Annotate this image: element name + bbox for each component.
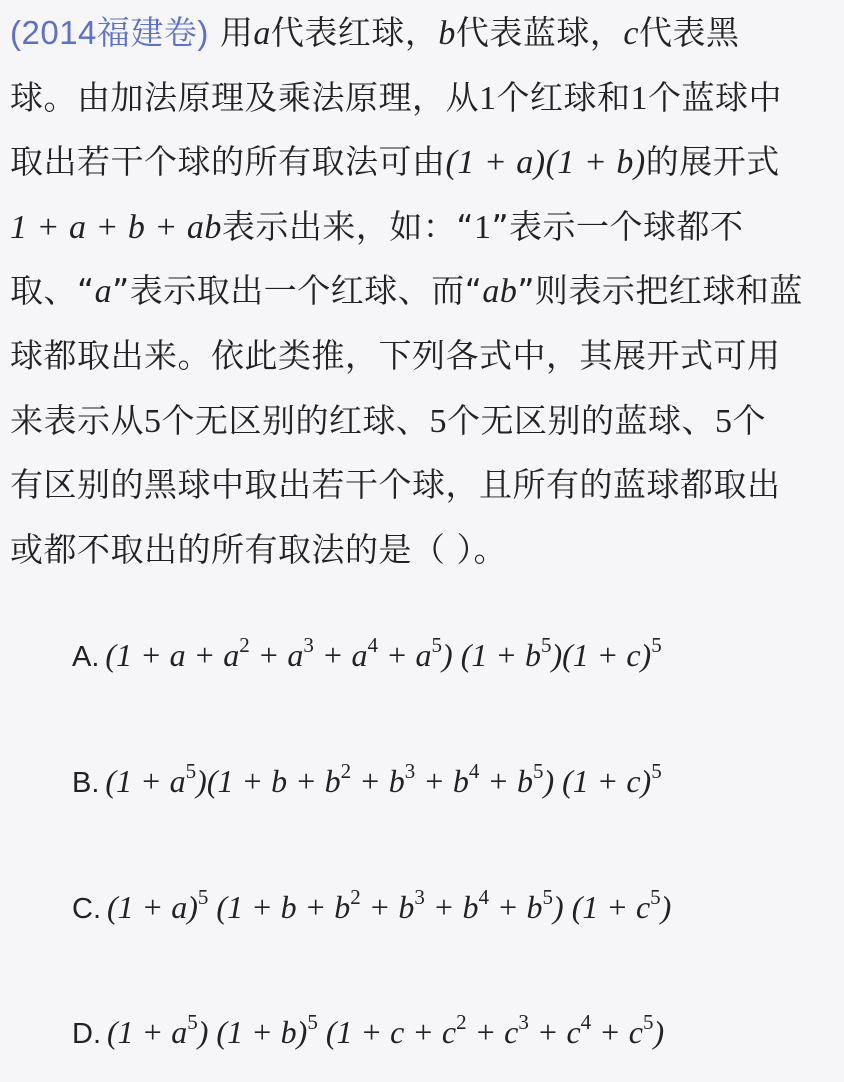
option-expression-part: ) (1 + c)	[543, 763, 652, 799]
question-line	[10, 6, 840, 71]
text-segment: 个无区别的蓝球、	[447, 400, 715, 440]
text-segment: 个蓝球中	[648, 77, 782, 117]
exponent: 5	[651, 633, 662, 657]
text-segment: 球。由加法原理及乘法原理，从	[10, 77, 479, 117]
text-segment: 代表红球，	[270, 13, 439, 52]
option-expression-part: + a	[313, 637, 368, 673]
option-expression-part: (1 + a	[105, 763, 186, 799]
math-expression: a	[253, 15, 271, 52]
question-text	[10, 6, 840, 587]
option-expression-part: + b	[479, 763, 533, 799]
math-expression: 1	[473, 208, 492, 246]
math-expression: 5	[144, 402, 162, 440]
option-expression-part: + b	[488, 889, 543, 925]
exponent: 5	[651, 759, 662, 783]
exponent: 4	[580, 1010, 592, 1034]
option-expression-part: + c	[466, 1014, 519, 1050]
text-segment: 取出若干个球的所有取法可由	[10, 142, 446, 182]
option-expression-part: + b	[424, 889, 479, 925]
math-expression: a	[94, 273, 113, 311]
exponent: 5	[185, 759, 197, 783]
math-expression: c	[623, 15, 639, 52]
text-segment: 用	[208, 13, 254, 52]
text-segment: 个红球和	[496, 77, 631, 117]
exponent: 3	[404, 759, 416, 783]
text-segment: 个无区别的红球、	[161, 400, 430, 440]
text-segment: 个	[732, 400, 766, 440]
exponent: 4	[367, 633, 378, 657]
option-label: A.	[72, 641, 100, 673]
question-line	[10, 394, 840, 459]
exponent: 5	[642, 1010, 654, 1034]
option-expression-part: (1 + b + b	[208, 889, 351, 925]
question-line	[10, 71, 840, 136]
option-label: C.	[72, 893, 101, 925]
math-expression: ab	[482, 273, 518, 311]
option-label: D.	[72, 1018, 101, 1050]
text-segment: 来表示从	[10, 400, 144, 440]
text-segment: ”表示取出一个红球、而“	[112, 271, 483, 311]
option-expression-part: + a	[377, 637, 432, 673]
exponent: 5	[197, 885, 209, 909]
exponent: 5	[532, 759, 544, 783]
option-expression-part: )(1 + c)	[551, 637, 652, 673]
exponent: 3	[518, 1010, 529, 1034]
option-d[interactable]	[72, 1010, 665, 1051]
math-expression: 5	[429, 402, 447, 440]
text-segment: 有区别的黑球中取出若干个球，且所有的蓝球都取出	[10, 465, 781, 505]
text-segment: 表示出来，如：“	[221, 206, 474, 246]
exponent: 5	[540, 633, 552, 657]
text-segment: 代表黑	[638, 13, 740, 52]
exponent: 2	[239, 633, 250, 657]
exponent: 2	[350, 885, 361, 909]
math-expression: b	[438, 15, 456, 52]
option-expression-part: + b	[415, 763, 469, 799]
text-segment: 的展开式	[645, 142, 780, 182]
exponent: 5	[431, 633, 443, 657]
option-expression-part: (1 + a + a	[105, 637, 240, 673]
option-c[interactable]	[72, 885, 672, 926]
math-expression: 5	[715, 402, 733, 440]
exponent: 3	[303, 633, 314, 657]
option-expression-part: (1 + c + c	[317, 1014, 457, 1050]
option-b[interactable]	[72, 759, 662, 800]
option-expression-part: )	[653, 1014, 665, 1050]
question-line	[10, 329, 840, 394]
exponent: 4	[478, 885, 489, 909]
option-expression-part: ) (1 + b)	[197, 1014, 308, 1050]
question-line	[10, 523, 840, 588]
math-expression: 1 + a + b + ab	[10, 208, 222, 246]
exponent: 3	[414, 885, 425, 909]
question-line	[10, 458, 840, 523]
exponent: 5	[542, 885, 554, 909]
option-expression-part: )(1 + b + b	[196, 763, 341, 799]
exponent: 2	[456, 1010, 467, 1034]
math-expression: 1	[479, 79, 497, 117]
question-line	[10, 135, 840, 200]
option-expression-part: (1 + a)	[107, 889, 198, 925]
option-expression-part: ) (1 + b	[442, 637, 541, 673]
option-expression-part: + b	[351, 763, 405, 799]
option-expression-part: (1 + a	[107, 1014, 188, 1050]
math-expression: (1 + a)(1 + b)	[445, 144, 646, 182]
exponent: 5	[187, 1010, 198, 1034]
option-expression-part: + c	[528, 1014, 581, 1050]
math-expression: 1	[630, 79, 648, 117]
option-expression-part: + b	[360, 889, 415, 925]
text-segment: ”表示一个球都不	[491, 206, 744, 246]
exponent: 2	[340, 759, 352, 783]
option-expression-part: ) (1 + c	[553, 889, 651, 925]
text-segment: 或都不取出的所有取法的是（ ）。	[10, 529, 507, 569]
text-segment: 代表蓝球，	[455, 13, 624, 52]
option-expression-part: + c	[591, 1014, 643, 1050]
question-line	[10, 264, 840, 329]
text-segment: ”则表示把红球和蓝	[517, 271, 803, 311]
option-expression-part: )	[660, 889, 672, 925]
question-line	[10, 200, 840, 265]
option-a[interactable]	[72, 633, 662, 674]
exponent: 5	[307, 1010, 318, 1034]
option-label: B.	[72, 767, 100, 799]
exponent: 5	[650, 885, 661, 909]
source-label: (2014福建卷)	[10, 14, 209, 51]
exponent: 4	[468, 759, 480, 783]
option-expression-part: + a	[249, 637, 304, 673]
text-segment: 取、“	[10, 271, 95, 311]
text-segment: 球都取出来。依此类推，下列各式中，其展开式可用	[10, 335, 781, 375]
